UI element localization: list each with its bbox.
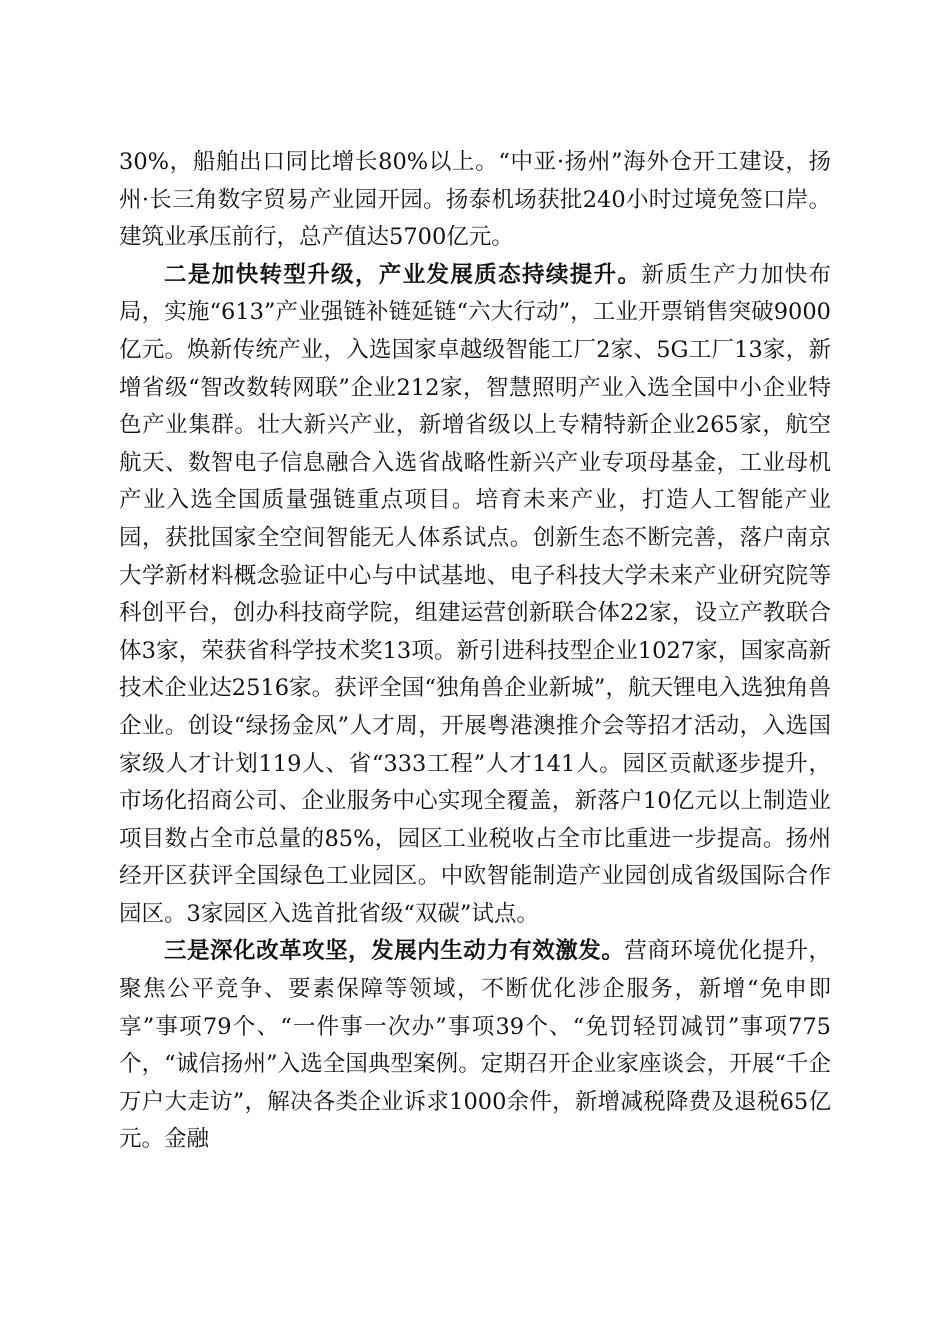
document-body bbox=[119, 144, 831, 1159]
paragraph-3 bbox=[119, 933, 831, 1159]
paragraph-2 bbox=[119, 257, 831, 934]
paragraph-1-text: 30%，船舶出口同比增长80%以上。“中亚·扬州”海外仓开工建设，扬州·长三角数字贸易产业园开园。扬泰机场获批240小时过境免签口岸。建筑业承压前行，总产值达5700亿元。 bbox=[119, 149, 831, 251]
paragraph-3-text: 营商环境优化提升，聚焦公平竞争、要素保障等领域，不断优化涉企服务，新增“免申即享”事项79个、“一件事一次办”事项39个、“免罚轻罚减罚”事项775个，“诚信扬州”入选全国典型案例。定期召开企业家座谈会，开展“千企万户大走访”，解决各类企业诉求1000余件，新增减税降费及退税65亿元。金融 bbox=[119, 938, 831, 1153]
paragraph-2-lead: 二是加快转型升级，产业发展质态持续提升。 bbox=[164, 261, 642, 288]
paragraph-2-text: 新质生产力加快布局，实施“613”产业强链补链延链“六大行动”，工业开票销售突破9000亿元。焕新传统产业，入选国家卓越级智能工厂2家、5G工厂13家，新增省级“智改数转网联”企业212家，智慧照明产业入选全国中小企业特色产业集群。壮大新兴产业，新增省级以上专精特新企业265家，航空航天、数智电子信息融合入选省战略性新兴产业专项母基金，工业母机产业入选全国质量强链重点项目。培育未来产业，打造人工智能产业园，获批国家全空间智能无人体系试点。创新生态不断完善，落户南京大学新材料概念验证中心与中试基地、电子科技大学未来产业研究院等科创平台，创办科技商学院，组建运营创新联合体22家，设立产教联合体3家，荣获省科学技术奖13项。新引进科技型企业1027家，国家高新技术企业达2516家。获评全国“独角兽企业新城”，航天锂电入选独角兽企业。创设“绿扬金凤”人才周，开展粤港澳推介会等招才活动，入选国家级人才计划119人、省“333工程”人才141人。园区贡献逐步提升，市场化招商公司、企业服务中心实现全覆盖，新落户10亿元以上制造业项目数占全市总量的85%，园区工业税收占全市比重进一步提高。扬州经开区获评全国绿色工业园区。中欧智能制造产业园创成省级国际合作园区。3家园区入选首批省级“双碳”试点。 bbox=[119, 261, 831, 927]
paragraph-1 bbox=[119, 144, 831, 257]
paragraph-3-lead: 三是深化改革攻坚，发展内生动力有效激发。 bbox=[164, 938, 625, 965]
